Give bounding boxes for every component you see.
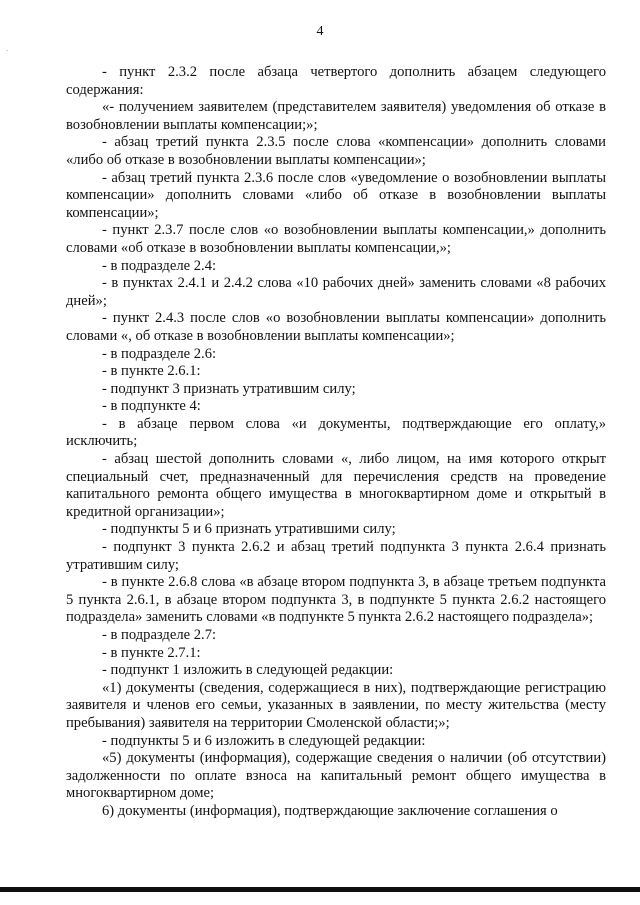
- paragraph: - пункт 2.3.2 после абзаца четвертого дополнить абзацем следующего содержания:: [66, 64, 606, 98]
- paragraph: - в пункте 2.6.8 слова «в абзаце втором подпункта 3, в абзаце третьем подпункта 5 пункта 2.6.1, в абзаце втором подпункта 3, в подпункте 5 пункта 2.6.2 настоящего подраздела» заменить словами «в подпункте 5 пункта 2.6.2 настоящего подраздела»;: [66, 574, 606, 626]
- paragraph: - подпункт 3 пункта 2.6.2 и абзац третий подпункта 3 пункта 2.6.4 признать утратившим силу;: [66, 539, 606, 573]
- paragraph: 6) документы (информация), подтверждающие заключение соглашения о: [102, 802, 558, 819]
- paragraph: «1) документы (сведения, содержащиеся в них), подтверждающие регистрацию заявителя и членов его семьи, указанных в заявлении, по месту жительства (месту пребывания) заявителя на территории Смоленской области;»;: [66, 679, 606, 731]
- paragraph: - пункт 2.4.3 после слов «о возобновлении выплаты компенсации» дополнить словами «, об отказе в возобновлении выплаты компенсации»;: [66, 310, 606, 344]
- paragraph: - в подпункте 4:: [102, 398, 201, 415]
- paragraph: - в подразделе 2.6:: [102, 345, 217, 362]
- paragraph: - в подразделе 2.7:: [102, 627, 217, 643]
- paragraph: - в подразделе 2.4:: [102, 257, 217, 274]
- paragraph: - абзац третий пункта 2.3.5 после слова «компенсации» дополнить словами «либо об отказе в возобновлении выплаты компенсации»;: [66, 134, 606, 168]
- paragraph: - пункт 2.3.7 после слов «о возобновлении выплаты компенсации,» дополнить словами «об отказе в возобновлении выплаты компенсации,»;: [66, 222, 606, 256]
- paragraph: «5) документы (информация), содержащие сведения о наличии (об отсутствии) задолженности по оплате взноса на капитальный ремонт общего имущества в многоквартирном доме;: [66, 750, 606, 802]
- paragraph: - подпункт 1 изложить в следующей редакции:: [102, 662, 394, 679]
- margin-mark: -: [6, 48, 8, 54]
- paragraph: - абзац третий пункта 2.3.6 после слов «уведомление о возобновлении выплаты компенсации» дополнить словами «либо об отказе в возобновлении выплаты компенсации»;: [66, 169, 606, 221]
- paragraph: - подпункты 5 и 6 изложить в следующей редакции:: [102, 732, 426, 749]
- paragraph: - в пункте 2.7.1:: [102, 644, 201, 661]
- paragraph: - в пункте 2.6.1:: [102, 363, 201, 380]
- paragraph: - подпункт 3 признать утратившим силу;: [102, 380, 356, 397]
- paragraph: - абзац шестой дополнить словами «, либо лицом, на имя которого открыт специальный счет, предназначенный для перечисления средств на проведение капитального ремонта общего имущества в многоквартирном доме и открытый в кредитной организации»;: [66, 451, 606, 520]
- paragraph: - в абзаце первом слова «и документы, подтверждающие его оплату,» исключить;: [66, 415, 606, 450]
- paragraph: «- получением заявителем (представителем заявителя) уведомления об отказе в возобновлении выплаты компенсации;»;: [66, 99, 606, 133]
- document-body: [66, 64, 606, 821]
- bottom-rule: [0, 887, 640, 892]
- paragraph: - в пунктах 2.4.1 и 2.4.2 слова «10 рабочих дней» заменить словами «8 рабочих дней»;: [66, 275, 606, 309]
- paragraph: - подпункты 5 и 6 признать утратившими силу;: [102, 521, 396, 538]
- page-number: 4: [316, 24, 324, 39]
